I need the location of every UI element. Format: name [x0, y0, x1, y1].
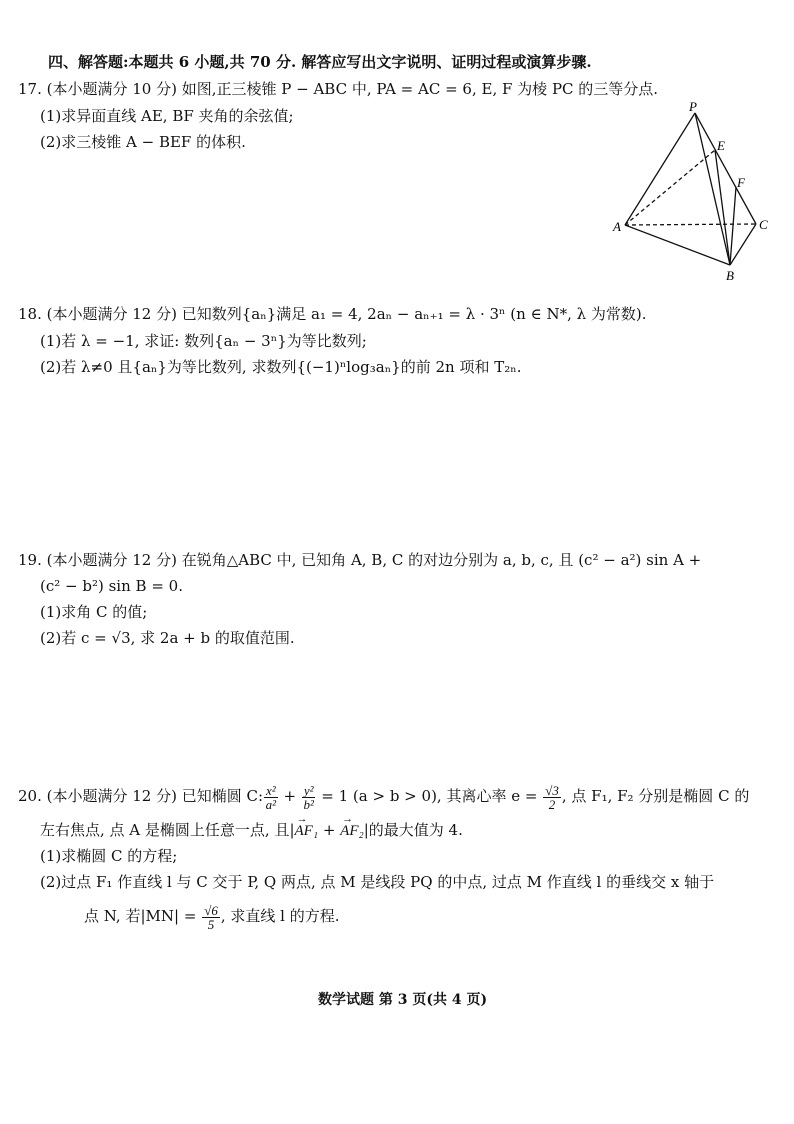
edge-AC: [625, 224, 756, 225]
q18-part1: (1)若 λ = −1, 求证: 数列{aₙ − 3ⁿ}为等比数列;: [40, 332, 367, 350]
edge-PB: [695, 113, 730, 265]
fraction-mn: $\frac{√6}{5}$: [204, 902, 218, 932]
fraction-x2-a2: $\frac{\text{x²}}{\text{a²}}$: [265, 782, 277, 812]
pyramid-figure: [605, 100, 780, 285]
q20-statement-cont: 左右焦点, 点 A 是椭圆上任意一点, 且|→ AF₁ + → AF₂|的最大值为 4.: [40, 820, 463, 841]
edge-BC: [730, 224, 756, 265]
label-E: E: [717, 138, 725, 153]
segment-AE: [625, 150, 715, 225]
q20-intro: 20. (本小题满分 12 分) 已知椭圆 C:: [18, 787, 264, 805]
edge-PA: [625, 113, 695, 225]
label-F: F: [737, 175, 745, 190]
q20-part2: (2)过点 F₁ 作直线 l 与 C 交于 P, Q 两点, 点 M 是线段 PQ 的中点, 过点 M 作直线 l 的垂线交 x 轴于: [40, 873, 715, 891]
q20-statement: 20. (本小题满分 12 分) 已知椭圆 C: $\frac{\text{x²}}{\text{a²}}$ + $\frac{\text{y²}}{\text{b²}}$ = 1 (a > b > 0), 其离心率 e = $\frac{√3}{2}$ , 点 F₁, F₂ 分别是椭圆 C 的: [18, 782, 750, 812]
q17-statement: 17. (本小题满分 10 分) 如图,正三棱锥 P − ABC 中, PA = AC = 6, E, F 为棱 PC 的三等分点.: [18, 80, 659, 98]
page-footer: 数学试题 第 3 页(共 4 页): [318, 992, 488, 1008]
label-P: P: [689, 100, 697, 114]
fraction-eccentricity: $\frac{√3}{2}$: [545, 782, 559, 812]
q20-part2-cont: 点 N, 若|MN| = $\frac{√6}{5}$ , 求直线 l 的方程.: [84, 902, 340, 932]
q20-post: , 点 F₁, F₂ 分别是椭圆 C 的: [561, 787, 750, 805]
section-header: 四、解答题:本题共 6 小题,共 70 分. 解答应写出文字说明、证明过程或演算步骤.: [48, 53, 592, 71]
q19-statement-cont: (c² − b²) sin B = 0.: [40, 577, 183, 595]
vector-AF1: → AF₁: [295, 821, 319, 841]
q19-part1: (1)求角 C 的值;: [40, 603, 148, 621]
q17-part1: (1)求异面直线 AE, BF 夹角的余弦值;: [40, 107, 294, 125]
segment-BF: [730, 187, 736, 265]
label-B: B: [726, 268, 734, 283]
q19-statement: 19. (本小题满分 12 分) 在锐角△ABC 中, 已知角 A, B, C 的对边分别为 a, b, c, 且 (c² − a²) sin A +: [18, 551, 702, 569]
q18-statement: 18. (本小题满分 12 分) 已知数列{aₙ}满足 a₁ = 4, 2aₙ − aₙ₊₁ = λ · 3ⁿ (n ∈ N*, λ 为常数).: [18, 305, 647, 323]
q18-part2: (2)若 λ≠0 且{aₙ}为等比数列, 求数列{(−1)ⁿlog₃aₙ}的前 2n 项和 T₂ₙ.: [40, 358, 522, 376]
label-C: C: [759, 217, 768, 232]
edge-PC: [695, 113, 756, 224]
q17-part2: (2)求三棱锥 A − BEF 的体积.: [40, 133, 246, 151]
edge-AB: [625, 225, 730, 265]
q20-mid: = 1 (a > b > 0), 其离心率 e =: [321, 787, 538, 805]
fraction-y2-b2: $\frac{\text{y²}}{\text{b²}}$: [303, 782, 314, 812]
label-A: A: [613, 219, 621, 234]
q20-part1: (1)求椭圆 C 的方程;: [40, 847, 178, 865]
vector-AF2: → AF₂: [340, 821, 364, 841]
q19-part2: (2)若 c = √3, 求 2a + b 的取值范围.: [40, 629, 295, 647]
